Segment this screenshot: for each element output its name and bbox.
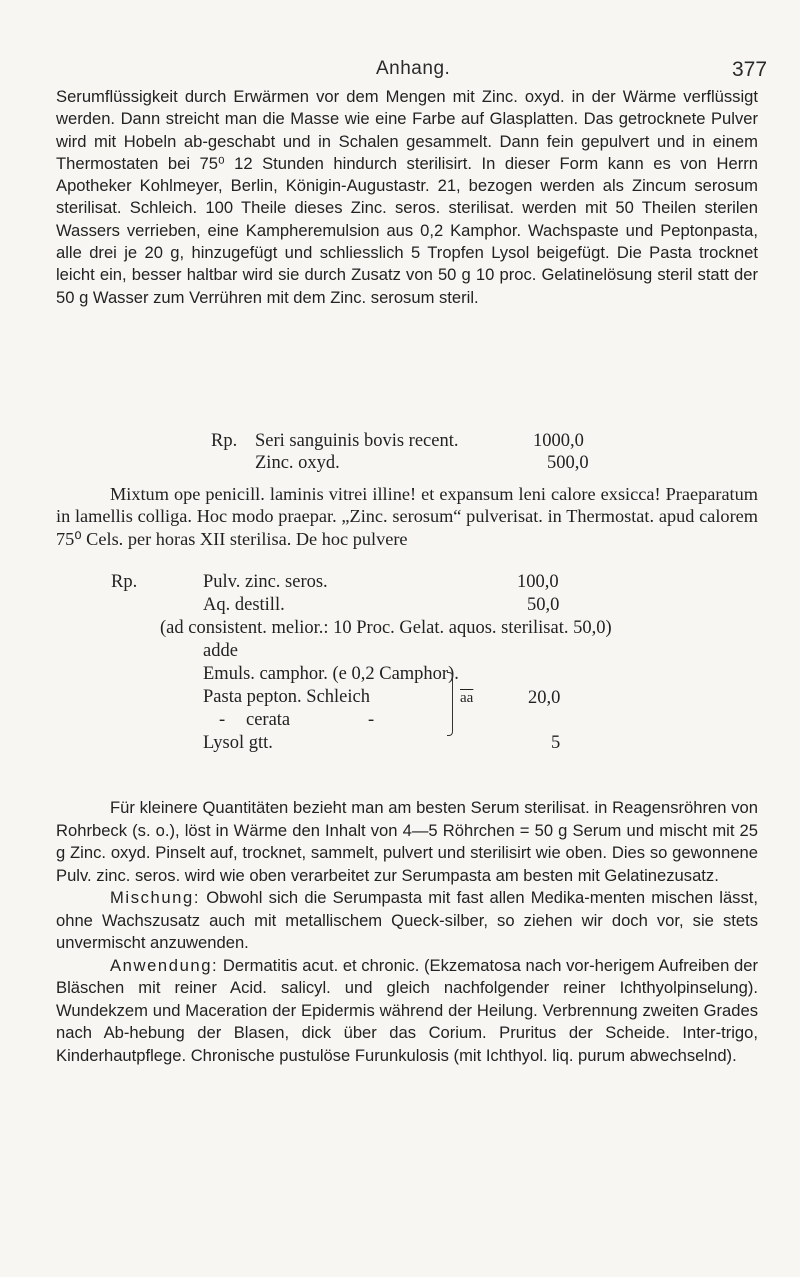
paragraphs-block [56, 797, 758, 1067]
recipe-2-brace [447, 672, 453, 736]
recipe-2-dash-right: - [368, 710, 375, 730]
recipe-1-rp: Rp. [211, 431, 238, 451]
recipe-2-item-2-amount: 50,0 [527, 595, 560, 615]
recipe-2-item-1-amount: 100,0 [517, 572, 559, 592]
paragraph-4-body: Obwohl sich die Serumpasta mit fast allen Medika-menten mischen lässt, ohne Wachszusatz auch mit metallischem Queck-silber, so ziehen wir doch vor, sie stets unvermischt anzuwenden. [56, 888, 758, 952]
paragraph-2: Mixtum ope penicill. laminis vitrei illine! et expansum leni calore exsicca! Praeparatum in lamellis colliga. Hoc modo praepar. „Zinc. serosum“ pulverisat. in Thermostat. apud calorem 75⁰ Cels. per horas XII sterilisa. De hoc pulvere [56, 484, 758, 549]
paragraph-3: Für kleinere Quantitäten bezieht man am besten Serum sterilisat. in Reagensröhren von Rohrbeck (s. o.), löst in Wärme den Inhalt von 4—5 Röhrchen = 50 g Serum und mischt mit 25 g Zinc. oxyd. Pinselt auf, trocknet, sammelt, pulvert und sterilisirt wie oben. Dies so gewonnene Pulv. zinc. seros. wird wie oben verarbeitet zur Serumpasta am besten mit Gelatinezusatz. [56, 798, 758, 885]
recipe-2-rp: Rp. [111, 572, 138, 592]
recipe-2-item-6-name: Lysol gtt. [203, 733, 273, 753]
recipe-2-aa-amount: 20,0 [528, 688, 561, 708]
recipe-2-item-3-name: Emuls. camphor. (e 0,2 Camphor). [203, 664, 459, 684]
recipe-2-item-6-amount: 5 [551, 733, 561, 753]
recipe-2-item-2-name: Aq. destill. [203, 595, 285, 615]
recipe-2-item-5-name: cerata [246, 710, 291, 730]
paragraph-5 [56, 955, 758, 1068]
recipe-2-adde: adde [203, 641, 238, 661]
recipe-2-item-4-name: Pasta pepton. Schleich [203, 687, 370, 707]
paragraph-5-body: Dermatitis acut. et chronic. (Ekzematosa nach vor-herigem Aufreiben der Bläschen mit reiner Acid. salicyl. und gleich nachfolgender reiner Ichthyolpinselung). Wundekzem und Maceration der Epidermis während der Heilung. Verbrennung zweiten Grades nach Ab-hebung der Blasen, dick über das Corium. Pruritus der Scheide. Inter-trigo, Kinderhautpflege. Chronische pustulöse Furunkulosis (mit Ichthyol. liq. purum abwechselnd). [56, 955, 758, 1065]
recipe-2-item-1-name: Pulv. zinc. seros. [203, 572, 328, 592]
recipe-1-item-2-amount: 500,0 [547, 453, 589, 473]
recipe-2-aa-mark: $\overline{aa}$ [460, 690, 474, 706]
paragraph-4 [56, 887, 758, 955]
paragraph-4-label: Mischung: [110, 888, 201, 907]
page-number: 377 [732, 58, 768, 81]
paragraph-5-label: Anwendung: [110, 955, 219, 975]
recipe-2-dash-left: - [219, 710, 226, 730]
recipe-1-item-1-amount: 1000,0 [533, 431, 584, 451]
paragraph-1: Serumflüssigkeit durch Erwärmen vor dem Mengen mit Zinc. oxyd. in der Wärme verflüssigt werden. Dann streicht man die Masse wie eine Farbe auf Glasplatten. Das getrocknete Pulver wird mit Hobeln ab-geschabt und in Schalen gesammelt. Dann fein gepulvert und in einem Thermostaten bei 75⁰ 12 Stunden hindurch sterilisirt. In dieser Form kann es von Herrn Apotheker Kohlmeyer, Berlin, Königin-Augustastr. 21, bezogen werden als Zincum serosum sterilisat. Schleich. 100 Theile dieses Zinc. seros. sterilisat. werden mit 50 Theilen sterilen Wassers verrieben, eine Kampheremulsion aus 0,2 Kamphor. Wachspaste und Peptonpasta, alle drei je 20 g, hinzugefügt und schliesslich 5 Tropfen Lysol beigefügt. Die Pasta trocknet leicht ein, besser haltbar wird sie durch Zusatz von 50 g 10 proc. Gelatinelösung steril statt der 50 g Wasser zum Verrühren mit dem Zinc. serosum steril. [56, 87, 758, 307]
recipe-1-item-2-name: Zinc. oxyd. [255, 453, 340, 473]
running-title: Anhang. [376, 58, 451, 79]
recipe-1-item-1-name: Seri sanguinis bovis recent. [255, 431, 459, 451]
recipe-2-gelatin-note: (ad consistent. melior.: 10 Proc. Gelat. aquos. sterilisat. 50,0) [160, 618, 612, 638]
running-head [0, 56, 800, 86]
